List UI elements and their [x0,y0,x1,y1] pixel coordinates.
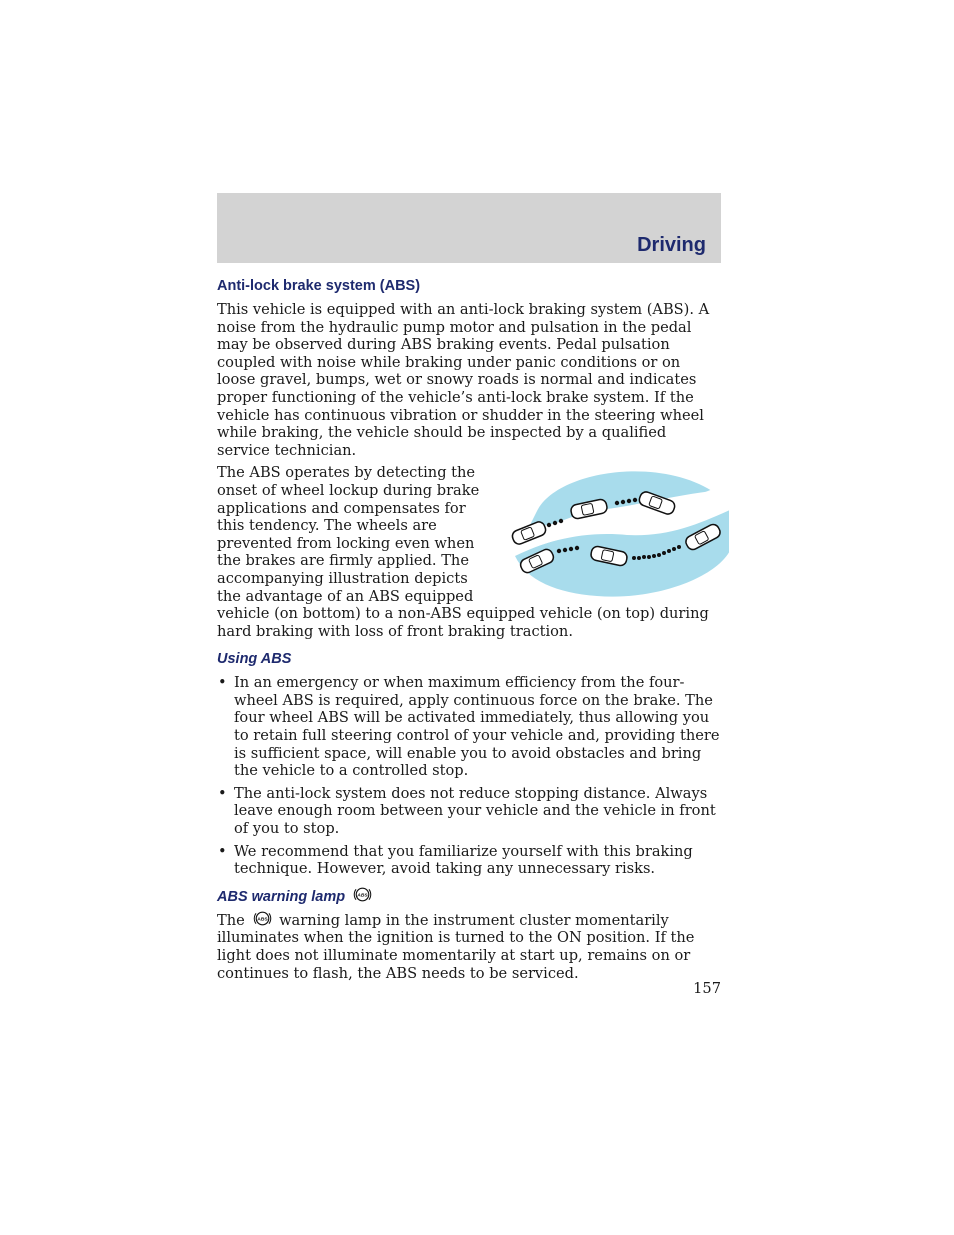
abs-icon-label: ABS [257,917,269,923]
abs-heading: Anti-lock brake system (ABS) [217,278,421,294]
list-item: • We recommend that you familiarize yourself with this braking technique. However, avoid taking any unnecessary risks. [217,843,721,878]
page-number: 157 [693,980,721,997]
abs-warning-lamp-inline-icon [253,909,272,928]
abs-warning-lamp-icon [353,885,372,904]
list-item: • In an emergency or when maximum efficiency from the four-wheel ABS is required, apply continuous force on the brake. The four wheel ABS will be activated immediately, thus allowing you to retain full steering control of your vehicle and, providing there is sufficient space, will enable you to avoid obstacles and bring the vehicle to a controlled stop. [217,674,721,780]
abs-paragraph-1: This vehicle is equipped with an anti-lock braking system (ABS). A noise from the hydraulic pump motor and pulsation in the pedal may be observed during ABS braking events. Pedal pulsation coupled with noise while braking under panic conditions or on loose gravel, bumps, wet or snowy roads is normal and indicates proper functioning of the vehicle’s anti-lock brake system. If the vehicle has continuous vibration or shudder in the steering wheel while braking, the vehicle should be inspected by a qualified service technician. [217,301,710,459]
abs-lamp-paragraph [217,912,721,982]
section-title: Driving [637,234,706,256]
using-abs-list [217,674,721,878]
page-content [217,276,721,987]
abs-warning-lamp-heading-text: ABS warning lamp [217,888,346,905]
header-band [217,193,721,263]
abs-lamp-text-before: The [217,911,245,929]
abs-icon-label: ABS [357,893,368,899]
abs-warning-lamp-heading [217,887,721,907]
abs-braking-illustration [497,461,729,601]
abs-lamp-text-after: warning lamp in the instrument cluster momentarily illuminates when the ignition is turned to the ON position. If the light does not illuminate momentarily at start up, remains on or continues to flash, the ABS needs to be serviced. [217,911,695,982]
list-item: • The anti-lock system does not reduce stopping distance. Always leave enough room between your vehicle and the vehicle in front of you to stop. [217,785,721,838]
abs-paragraph-2: The ABS operates by detecting the onset of wheel lockup during brake applications and compensates for this tendency. The wheels are prevented from locking even when the brakes are firmly applied. The accompanying illustration depicts the advantage of an ABS equipped vehicle (on bottom) to a non-ABS equipped vehicle (on top) during hard braking with loss of front braking traction. [217,464,709,640]
using-abs-heading: Using ABS [217,651,292,668]
